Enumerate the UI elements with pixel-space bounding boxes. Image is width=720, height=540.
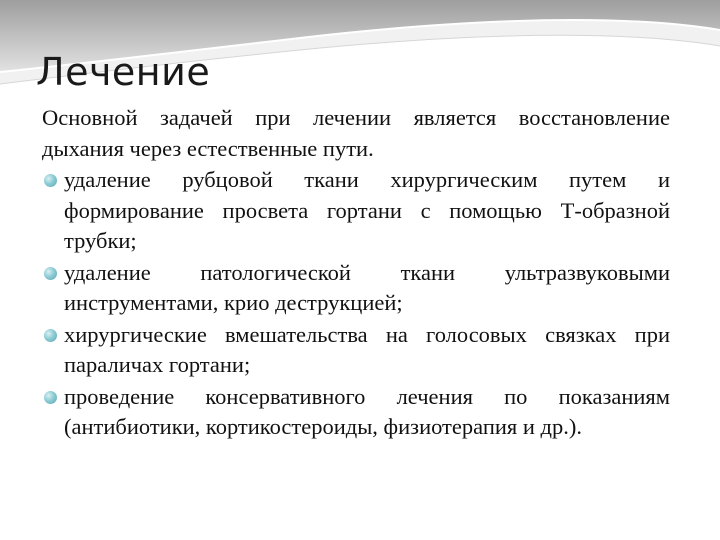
list-item [42,320,670,381]
circle-bullet-icon [44,391,57,404]
bullet-list [42,165,670,443]
circle-bullet-icon [44,267,57,280]
list-item [42,382,670,443]
bullet-text: проведение консервативного лечения по показаниям (антибиотики, кортикостероиды, физиотерапия и др.). [64,383,670,439]
slide-body [42,103,670,444]
list-item [42,165,670,257]
list-item [42,258,670,319]
slide-title: Лечение [36,50,211,94]
circle-bullet-icon [44,329,57,342]
bullet-text: удаление рубцовой ткани хирургическим путем и формирование просвета гортани с помощью Т-образной трубки; [64,167,670,253]
intro-paragraph: Основной задачей при лечении является восстановление дыхания через естественные пути. [42,105,670,161]
circle-bullet-icon [44,174,57,187]
bullet-text: удаление патологической ткани ультразвуковыми инструментами, крио деструкцией; [64,259,670,315]
bullet-text: хирургические вмешательства на голосовых связках при параличах гортани; [64,321,670,377]
